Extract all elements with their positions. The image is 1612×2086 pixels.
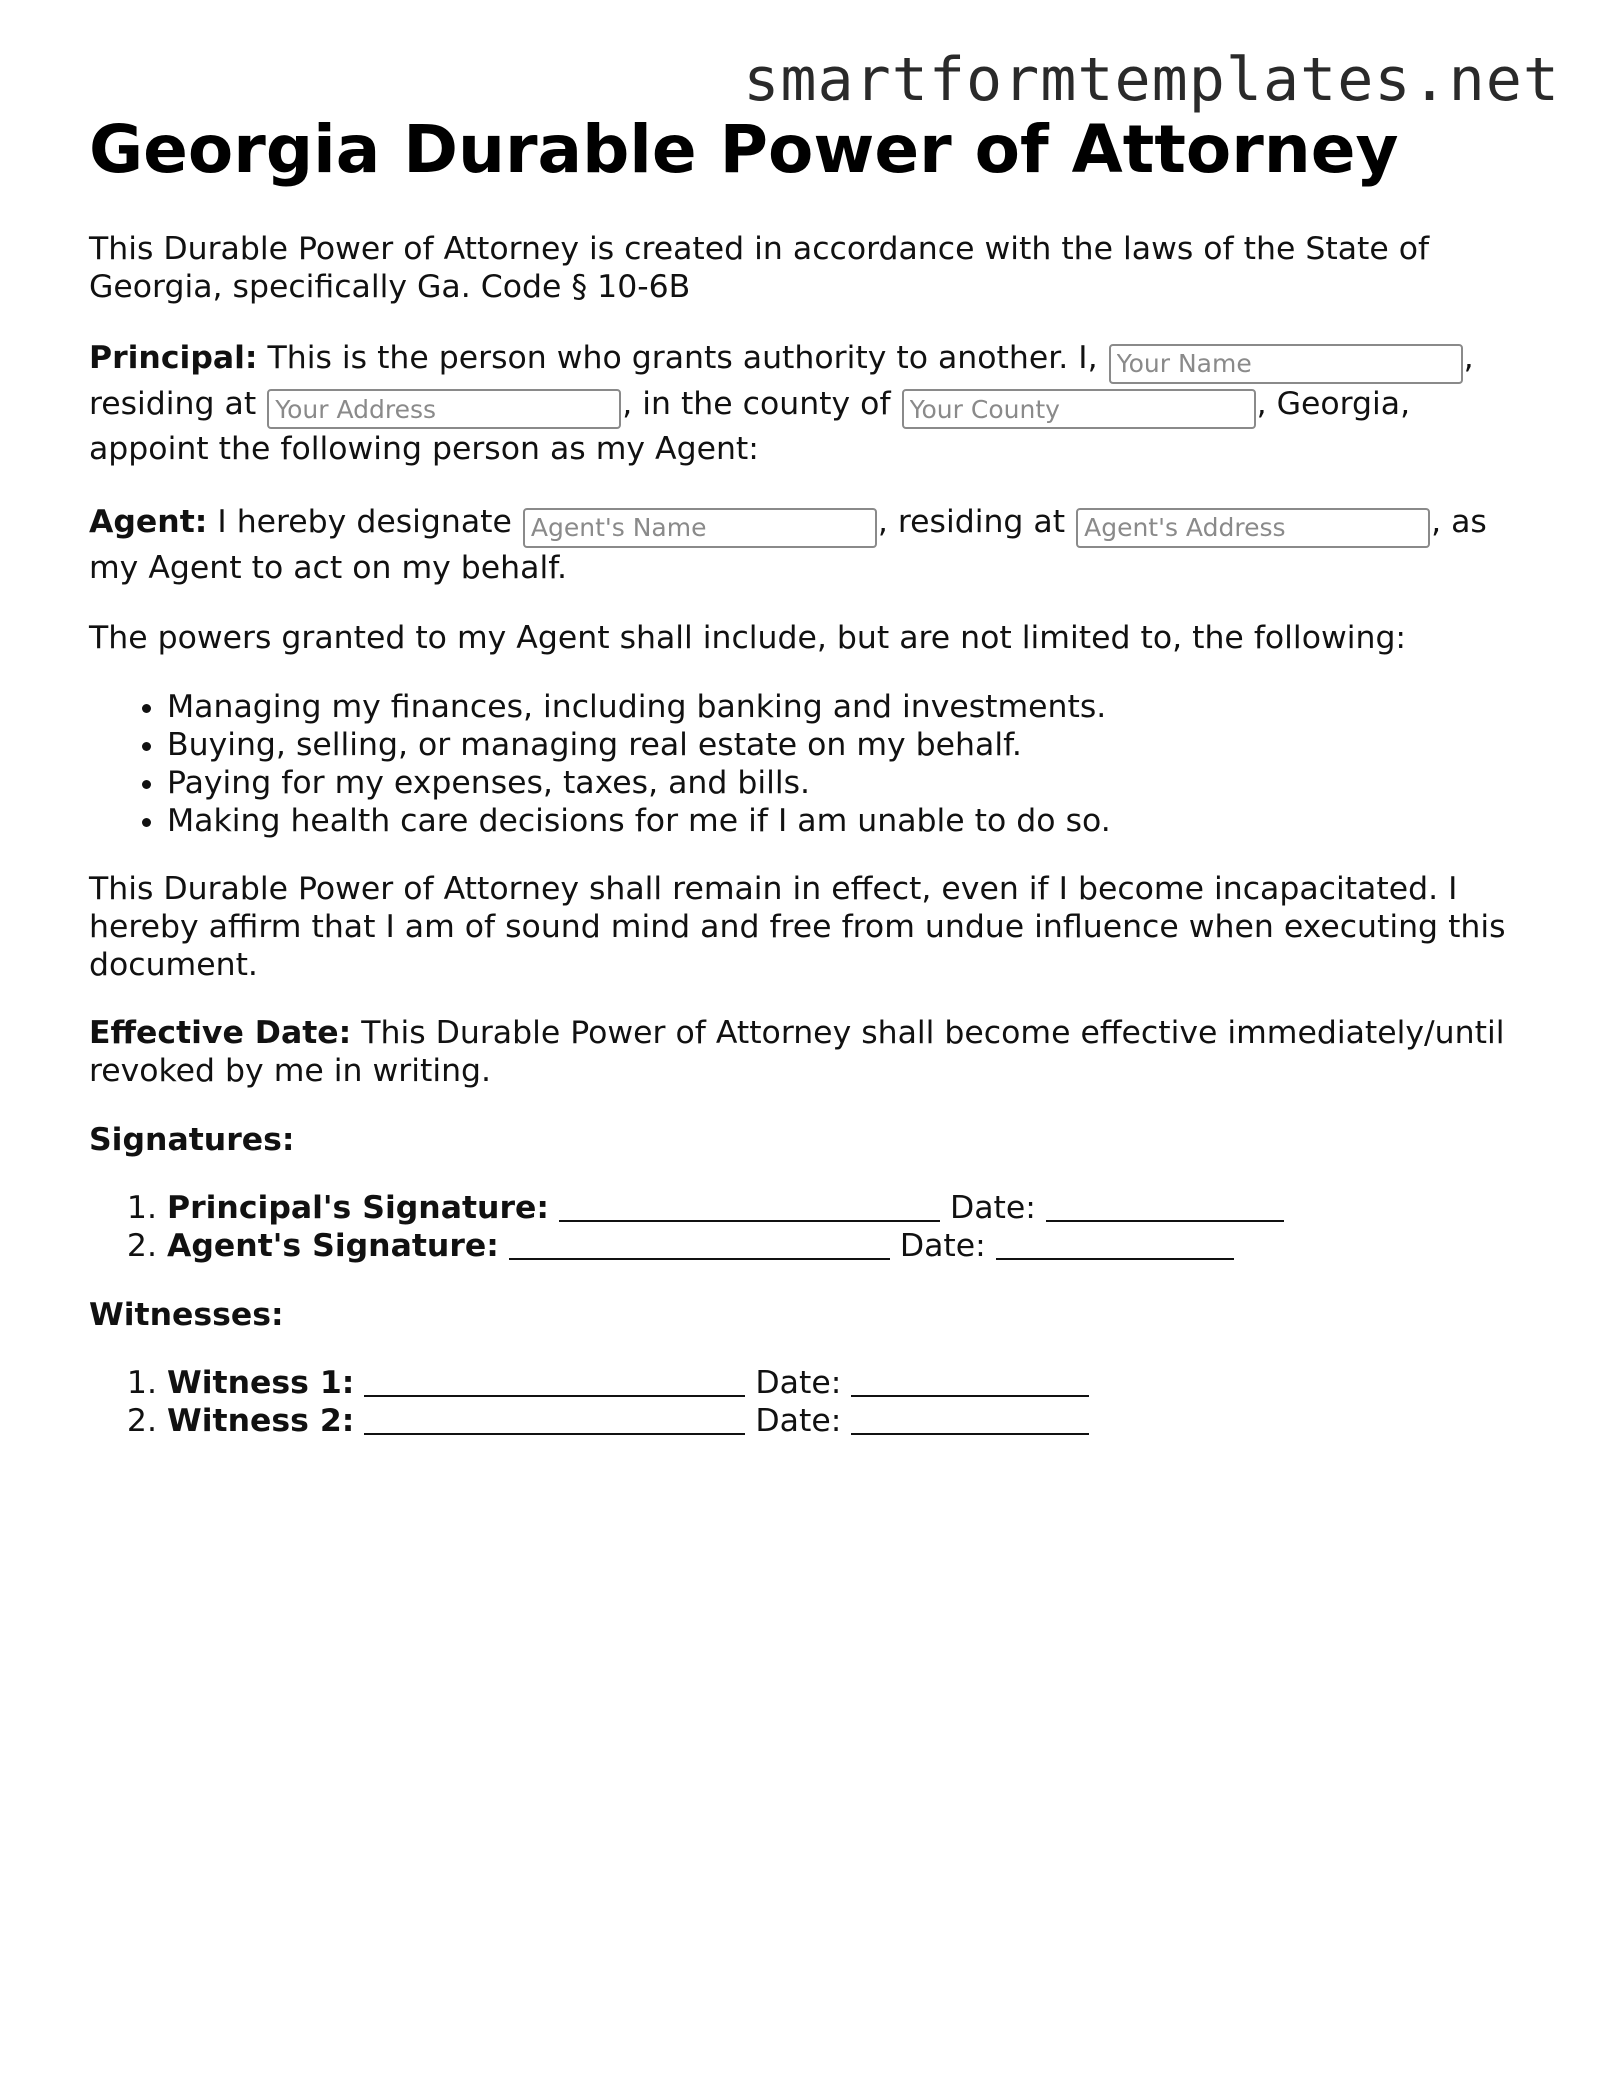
signature-line[interactable] — [364, 1405, 745, 1435]
date-label: Date: — [939, 1189, 1046, 1226]
principal-paragraph — [89, 338, 1529, 470]
intro-paragraph: This Durable Power of Attorney is created in accordance with the laws of the State of Georgia, specifically Ga. Code § 10-6B — [89, 231, 1430, 305]
principal-text-4: , Georgia, appoint the following person as my Agent: — [89, 385, 1411, 467]
signature-item-principal — [167, 1189, 1529, 1227]
date-line[interactable] — [851, 1405, 1089, 1435]
signature-label: Agent's Signature: — [167, 1227, 499, 1264]
powers-list — [89, 688, 1529, 840]
durable-paragraph: This Durable Power of Attorney shall remain in effect, even if I become incapacitated. I hereby affirm that I am of sound mind and free from undue influence when executing this document. — [89, 870, 1506, 983]
date-line[interactable] — [851, 1367, 1089, 1397]
effective-date-paragraph — [89, 1014, 1529, 1090]
principal-text-1: This is the person who grants authority to another. I, — [257, 340, 1108, 376]
document-page — [89, 112, 1529, 1440]
agent-paragraph — [89, 502, 1529, 589]
date-line[interactable] — [1046, 1192, 1284, 1222]
signatures-heading: Signatures: — [89, 1121, 295, 1158]
power-item: • Making health care decisions for me if I am unable to do so. — [167, 802, 1529, 840]
witness-item-1 — [167, 1364, 1529, 1402]
signature-item-agent — [167, 1227, 1529, 1265]
principal-address-input[interactable] — [267, 389, 621, 429]
principal-name-input[interactable] — [1109, 344, 1463, 384]
witness-label: Witness 1: — [167, 1364, 355, 1401]
date-label: Date: — [889, 1227, 996, 1264]
signature-label: Principal's Signature: — [167, 1189, 549, 1226]
agent-text-2: , residing at — [877, 504, 1076, 540]
principal-text-2: , residing at — [89, 340, 1474, 422]
site-watermark: smartformtemplates.net — [743, 45, 1560, 115]
page-title: Georgia Durable Power of Attorney — [89, 111, 1399, 188]
agent-text-3: , as my Agent to act on my behalf. — [89, 504, 1487, 586]
effective-date-text: This Durable Power of Attorney shall become effective immediately/until revoked by me in writing. — [89, 1014, 1505, 1089]
power-item: • Buying, selling, or managing real estate on my behalf. — [167, 726, 1529, 764]
agent-text-1: I hereby designate — [207, 504, 522, 540]
agent-name-input[interactable] — [523, 508, 877, 548]
powers-intro: The powers granted to my Agent shall include, but are not limited to, the following: — [89, 619, 1407, 656]
date-label: Date: — [745, 1364, 852, 1401]
signature-line[interactable] — [364, 1367, 745, 1397]
witness-label: Witness 2: — [167, 1402, 355, 1439]
agent-address-input[interactable] — [1076, 508, 1430, 548]
effective-date-label: Effective Date: — [89, 1014, 352, 1051]
power-item: • Paying for my expenses, taxes, and bills. — [167, 764, 1529, 802]
witness-item-2 — [167, 1402, 1529, 1440]
witnesses-list — [89, 1364, 1529, 1440]
principal-county-input[interactable] — [902, 389, 1256, 429]
power-item: • Managing my finances, including banking and investments. — [167, 688, 1529, 726]
date-label: Date: — [745, 1402, 852, 1439]
date-line[interactable] — [996, 1230, 1234, 1260]
signature-line[interactable] — [559, 1192, 940, 1222]
signatures-list — [89, 1189, 1529, 1265]
principal-label: Principal: — [89, 340, 258, 376]
principal-text-3: , in the county of — [622, 385, 901, 422]
agent-label: Agent: — [89, 504, 208, 540]
witnesses-heading: Witnesses: — [89, 1296, 284, 1333]
signature-line[interactable] — [509, 1230, 890, 1260]
